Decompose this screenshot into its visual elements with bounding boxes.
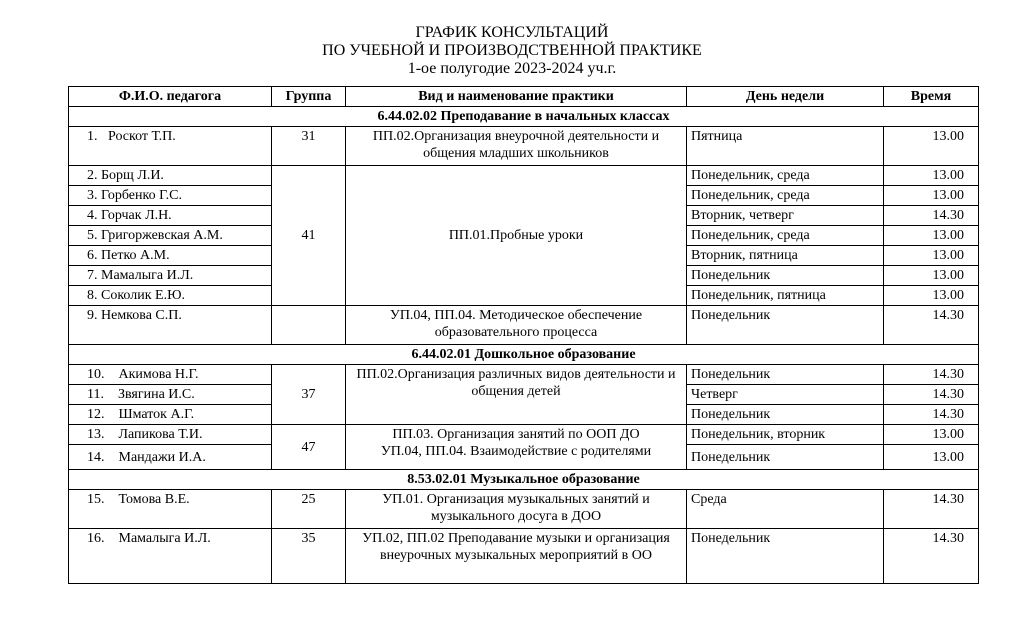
- group-cell: 37: [272, 365, 346, 425]
- table-header-row: [69, 87, 979, 107]
- row-number: 7.: [87, 268, 98, 283]
- time-cell: 13.00: [884, 186, 979, 206]
- day-cell: Понедельник, среда: [687, 186, 884, 206]
- teacher-cell: [69, 206, 272, 226]
- teacher-cell: [69, 246, 272, 266]
- section-row: [69, 107, 979, 127]
- practice-cell: ПП.02.Организация различных видов деятельности и общения детей: [346, 365, 687, 425]
- table-row: [69, 127, 979, 166]
- teacher-name: Горчак Л.Н.: [101, 208, 172, 223]
- time-cell: 14.30: [884, 529, 979, 584]
- time-cell: 13.00: [884, 127, 979, 166]
- teacher-cell: [69, 127, 272, 166]
- group-cell: 25: [272, 490, 346, 529]
- day-cell: Понедельник, среда: [687, 166, 884, 186]
- teacher-name: Соколик Е.Ю.: [101, 288, 185, 303]
- row-number: 14.: [87, 449, 105, 465]
- section-row: [69, 345, 979, 365]
- teacher-name: Мамалыга И.Л.: [118, 531, 211, 546]
- teacher-name: Мандажи И.А.: [118, 449, 206, 465]
- header-time: Время: [884, 87, 979, 107]
- teacher-name: Лапикова Т.И.: [118, 427, 203, 442]
- day-cell: Четверг: [687, 385, 884, 405]
- teacher-cell: [69, 365, 272, 385]
- section-title: 8.53.02.01 Музыкальное образование: [69, 470, 979, 490]
- teacher-cell: [69, 425, 272, 445]
- time-cell: 13.00: [884, 166, 979, 186]
- practice-cell: УП.02, ПП.02 Преподавание музыки и организация внеурочных музыкальных мероприятий в ОО: [346, 529, 687, 584]
- day-cell: Понедельник: [687, 529, 884, 584]
- document-title: [0, 24, 1024, 78]
- day-cell: Понедельник: [687, 365, 884, 385]
- row-number: 3.: [87, 188, 98, 203]
- time-cell: 14.30: [884, 206, 979, 226]
- row-number: 6.: [87, 248, 98, 263]
- time-cell: 14.30: [884, 405, 979, 425]
- teacher-cell: [69, 186, 272, 206]
- teacher-cell: [69, 490, 272, 529]
- practice-cell: УП.01. Организация музыкальных занятий и музыкального досуга в ДОО: [346, 490, 687, 529]
- time-cell: 13.00: [884, 266, 979, 286]
- day-cell: Понедельник: [687, 266, 884, 286]
- group-cell-empty: [272, 306, 346, 345]
- day-cell: Понедельник, среда: [687, 226, 884, 246]
- title-line-2: ПО УЧЕБНОЙ И ПРОИЗВОДСТВЕННОЙ ПРАКТИКЕ: [322, 42, 702, 59]
- teacher-name: Борщ Л.И.: [101, 168, 164, 183]
- day-cell: Понедельник: [687, 306, 884, 345]
- teacher-cell: [69, 385, 272, 405]
- row-number: 10.: [87, 367, 105, 382]
- day-cell: Вторник, пятница: [687, 246, 884, 266]
- day-cell: Понедельник, вторник: [687, 425, 884, 445]
- day-cell: Понедельник: [687, 405, 884, 425]
- time-cell: 14.30: [884, 490, 979, 529]
- time-cell: 14.30: [884, 365, 979, 385]
- teacher-name: Акимова Н.Г.: [118, 367, 199, 382]
- teacher-name: Петко А.М.: [101, 248, 170, 263]
- time-cell: 14.30: [884, 385, 979, 405]
- teacher-cell: [69, 226, 272, 246]
- table-row: [69, 490, 979, 529]
- teacher-name: Григоржевская А.М.: [101, 228, 223, 243]
- time-cell: 13.00: [884, 226, 979, 246]
- section-row: [69, 470, 979, 490]
- teacher-name: Звягина И.С.: [117, 387, 195, 402]
- time-cell: 13.00: [884, 425, 979, 445]
- time-cell: 13.00: [884, 286, 979, 306]
- group-cell: 41: [272, 166, 346, 306]
- teacher-name: Роскот Т.П.: [108, 129, 176, 144]
- table-row: [69, 166, 979, 186]
- practice-cell: ПП.02.Организация внеурочной деятельности и общения младших школьников: [346, 127, 687, 166]
- teacher-name: Горбенко Г.С.: [101, 188, 182, 203]
- row-number: 15.: [87, 492, 105, 507]
- teacher-cell: [69, 286, 272, 306]
- table-row: [69, 365, 979, 385]
- table-row: [69, 306, 979, 345]
- header-teacher: Ф.И.О. педагога: [69, 87, 272, 107]
- practice-cell: УП.04, ПП.04. Методическое обеспечение образовательного процесса: [346, 306, 687, 345]
- row-number: 4.: [87, 208, 98, 223]
- practice-cell: [346, 425, 687, 470]
- section-title: 6.44.02.02 Преподавание в начальных классах: [69, 107, 979, 127]
- time-cell: 13.00: [884, 445, 979, 470]
- time-cell: 13.00: [884, 246, 979, 266]
- teacher-name: Томова В.Е.: [118, 492, 190, 507]
- row-number: 8.: [87, 288, 98, 303]
- practice-line: УП.04, ПП.04. Взаимодействие с родителями: [380, 444, 652, 459]
- row-number: 1.: [87, 129, 98, 144]
- teacher-name: Немкова С.П.: [101, 308, 182, 323]
- day-cell: Понедельник, пятница: [687, 286, 884, 306]
- group-cell: 31: [272, 127, 346, 166]
- teacher-cell: [69, 405, 272, 425]
- teacher-cell: [69, 166, 272, 186]
- group-cell: 47: [272, 425, 346, 470]
- section-title: 6.44.02.01 Дошкольное образование: [69, 345, 979, 365]
- practice-cell: ПП.01.Пробные уроки: [346, 166, 687, 306]
- row-number: 16.: [87, 531, 105, 546]
- teacher-cell: [69, 445, 272, 470]
- practice-line: ПП.03. Организация занятий по ООП ДО: [392, 427, 640, 442]
- row-number: 11.: [87, 387, 104, 402]
- header-day: День недели: [687, 87, 884, 107]
- row-number: 12.: [87, 407, 105, 422]
- teacher-name: Мамалыга И.Л.: [101, 268, 194, 283]
- teacher-cell: [69, 529, 272, 584]
- day-cell: Пятница: [687, 127, 884, 166]
- row-number: 2.: [87, 168, 98, 183]
- day-cell: Понедельник: [687, 445, 884, 470]
- row-number: 9.: [87, 308, 98, 323]
- row-number: 5.: [87, 228, 98, 243]
- table-row: [69, 529, 979, 584]
- header-group: Группа: [272, 87, 346, 107]
- teacher-name: Шматок А.Г.: [118, 407, 195, 422]
- time-cell: 14.30: [884, 306, 979, 345]
- header-practice: Вид и наименование практики: [346, 87, 687, 107]
- consultation-schedule-table: [68, 86, 979, 584]
- day-cell: Среда: [687, 490, 884, 529]
- teacher-cell: [69, 266, 272, 286]
- title-line-3: 1-ое полугодие 2023-2024 уч.г.: [407, 60, 617, 77]
- table-row: [69, 425, 979, 445]
- row-number: 13.: [87, 427, 105, 442]
- group-cell: 35: [272, 529, 346, 584]
- day-cell: Вторник, четверг: [687, 206, 884, 226]
- teacher-cell: [69, 306, 272, 345]
- title-line-1: ГРАФИК КОНСУЛЬТАЦИЙ: [415, 24, 609, 41]
